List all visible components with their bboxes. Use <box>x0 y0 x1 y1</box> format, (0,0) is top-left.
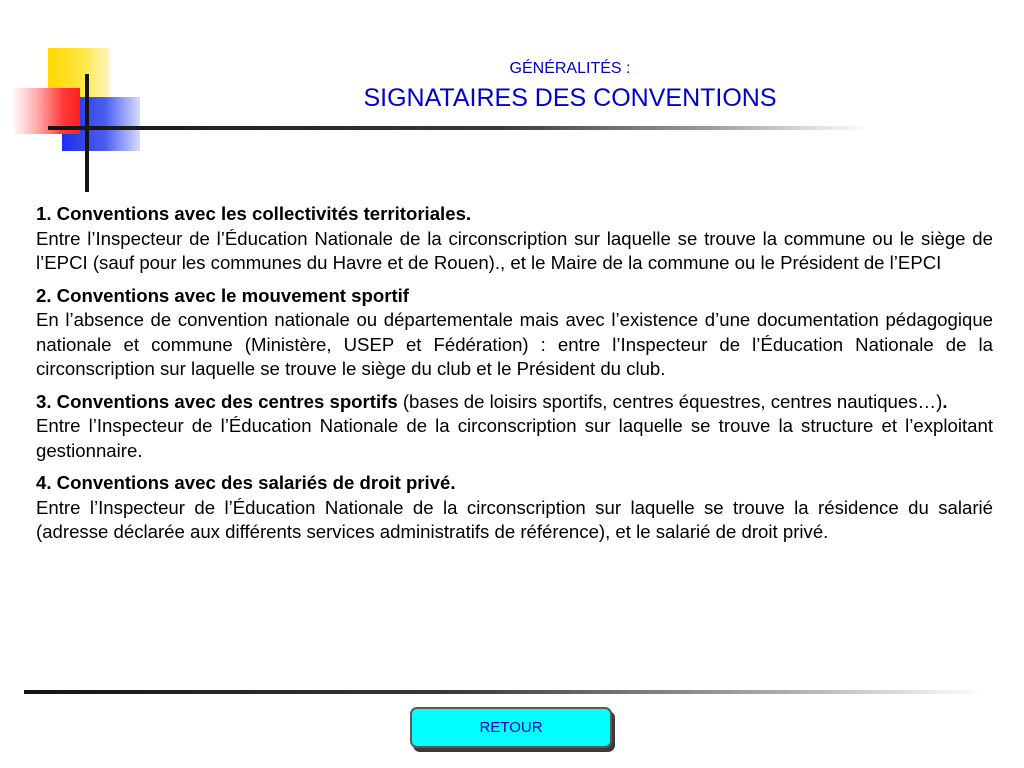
section-centres-sportifs <box>36 390 993 464</box>
page-title: SIGNATAIRES DES CONVENTIONS <box>363 84 777 112</box>
page-subtitle: GÉNÉRALITÉS : <box>509 60 631 77</box>
section-body: Entre l’Inspecteur de l’Éducation Nationale de la circonscription sur laquelle se trouve la commune ou le siège de l’EPCI (sauf pour les communes du Havre et de Rouen)., et le Maire de la commune ou le Président de l’EPCI <box>36 227 993 273</box>
header-divider <box>48 126 868 130</box>
section-heading-suffix: (bases de loisirs sportifs, centres équestres, centres nautiques…) <box>397 390 943 412</box>
section-heading-end: . <box>942 390 948 412</box>
section-heading: 4. Conventions avec des salariés de droit privé. <box>36 472 456 493</box>
section-body: Entre l’Inspecteur de l’Éducation Nationale de la circonscription sur laquelle se trouve la résidence du salarié (adresse déclarée aux différents services administratifs de référence), et le salarié de droit privé. <box>36 496 993 542</box>
section-heading: 1. Conventions avec les collectivités territoriales. <box>36 203 472 224</box>
section-heading-line <box>36 390 993 415</box>
main-content <box>36 202 993 553</box>
footer-divider <box>24 690 984 694</box>
section-collectivites <box>36 202 993 276</box>
logo-vertical-line <box>85 74 89 192</box>
section-heading: 3. Conventions avec des centres sportifs <box>36 390 398 412</box>
section-body: En l’absence de convention nationale ou départementale mais avec l’existence d’une documentation pédagogique nationale et commune (Ministère, USEP et Fédération) : entre l’Inspecteur de l’Éducation Nationale de la circonscription sur laquelle se trouve le siège du club et le Président du club. <box>36 309 993 379</box>
section-mouvement-sportif <box>36 284 993 382</box>
section-salaries <box>36 471 993 545</box>
section-heading: 2. Conventions avec le mouvement sportif <box>36 284 410 306</box>
section-body: Entre l’Inspecteur de l’Éducation Nationale de la circonscription sur laquelle se trouve la structure et l’exploitant gestionnaire. <box>36 415 993 461</box>
back-button[interactable]: RETOUR <box>410 707 612 748</box>
